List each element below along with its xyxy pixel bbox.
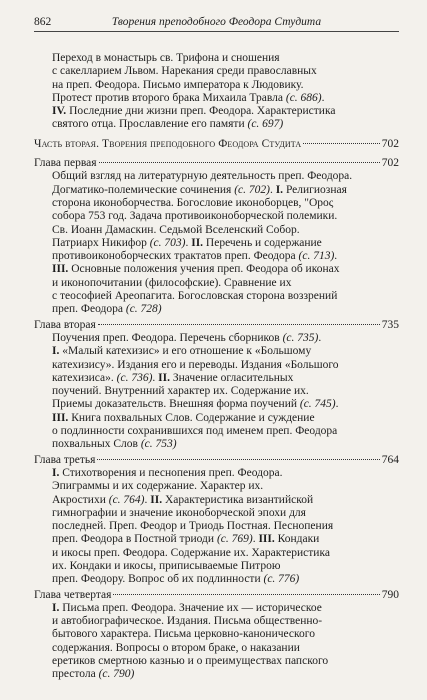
page-header	[34, 14, 399, 32]
chapter-page: 702	[381, 157, 399, 170]
toc-text-line: поучений. Внутренний характер их. Содержание их.	[52, 385, 309, 398]
toc-text-line: Св. Иоанн Дамаскин. Седьмой Вселенский Собор.	[52, 223, 300, 236]
chapter-label: Глава четвертая	[34, 588, 112, 601]
toc-text-line: престола (с. 790)	[52, 668, 135, 681]
chapter-description	[34, 170, 399, 316]
toc-text-line: Поучения преп. Феодора. Перечень сборников (с. 735).	[52, 331, 322, 344]
toc-text-line: сторона иконоборчества. Богословие иконоборцев, "Ороς	[52, 196, 334, 209]
toc-text-line: содержания. Вопросы о втором браке, о наказании	[52, 641, 300, 654]
toc-text-line: и икосы преп. Феодора. Содержание их. Характеристика	[52, 546, 330, 559]
toc-text-line: Общий взгляд на литературную деятельность преп. Феодора.	[52, 170, 353, 183]
toc-text-line: преп. Феодору. Вопрос об их подлинности (с. 776)	[52, 573, 300, 586]
part-two-label: Часть вторая. Творения преподобного Феодора Студита	[34, 137, 302, 150]
part-two-line	[34, 138, 399, 151]
toc-content	[34, 52, 399, 682]
toc-text-line: еретиков смертною казнью и о преимуществах папского	[52, 655, 329, 668]
dot-leader	[99, 162, 380, 163]
toc-text-line: преп. Феодора (с. 728)	[52, 303, 162, 316]
chapter-description	[34, 332, 399, 452]
toc-text-line: и автобиографическое. Издания. Письма общественно-	[52, 615, 323, 628]
toc-text-line: о подлинности сохранившихся под именем преп. Феодора	[52, 425, 338, 438]
chapter-page: 764	[381, 453, 399, 466]
toc-text-line: на преп. Феодора. Письмо императора к Людовику.	[52, 78, 304, 91]
toc-text-line: собора 753 год. Задача противоиконоборческой полемики.	[52, 210, 338, 223]
dot-leader	[303, 143, 379, 144]
dot-leader	[113, 594, 379, 595]
part-two-page: 702	[381, 137, 399, 150]
intro-entry	[34, 52, 399, 132]
toc-text-line: Протест против второго брака Михаила Травла (с. 686).	[52, 91, 325, 104]
chapter-page: 790	[381, 588, 399, 601]
running-title: Творения преподобного Феодора Студита	[111, 16, 322, 28]
toc-text-line: гимнографии и значение иконоборческой эпохи для	[52, 506, 306, 519]
chapter-heading	[34, 589, 399, 602]
toc-text-line: их. Кондаки и икосы, приписываемые Питрою	[52, 559, 281, 572]
toc-text-line: IV. Последние дни жизни преп. Феодора. Характеристика	[52, 105, 336, 118]
toc-text-line: бытового характера. Письма церковно-канонического	[52, 628, 315, 641]
toc-text-line: Приемы доказательств. Внешняя форма поучений (с. 745).	[52, 398, 339, 411]
chapter-description	[34, 467, 399, 587]
chapters-list	[34, 157, 399, 682]
chapter-heading	[34, 319, 399, 332]
chapter-label: Глава первая	[34, 157, 97, 170]
chapter-heading	[34, 157, 399, 170]
chapter-label: Глава третья	[34, 453, 96, 466]
toc-text-line: с теософией Ареопагита. Богословская сторона воззрений	[52, 290, 338, 303]
page-number: 862	[34, 16, 52, 28]
toc-text-line: катехизису». Издания его и переводы. Издания «Большого	[52, 358, 339, 371]
toc-text-line: Патриарх Никифор (с. 703). II. Перечень и содержание	[52, 236, 322, 249]
chapter-description	[34, 602, 399, 682]
toc-text-line: III. Основные положения учения преп. Феодора об иконах	[52, 263, 340, 276]
toc-text-line: Эпиграммы и их содержание. Характер их.	[52, 480, 264, 493]
chapter-label: Глава вторая	[34, 318, 96, 331]
toc-text-line: похвальных Слов (с. 753)	[52, 438, 177, 451]
toc-text-line: Переход в монастырь св. Трифона и сношения	[52, 52, 280, 64]
toc-text-line: с сакелларием Львом. Нарекания среди православных	[52, 65, 317, 78]
toc-text-line: I. «Малый катехизис» и его отношение к «Большому	[52, 345, 312, 358]
toc-text-line: святого отца. Прославление его памяти (с. 697)	[52, 118, 284, 131]
toc-text-line: преп. Феодора в Постной триоди (с. 769). III. Кондаки	[52, 533, 320, 546]
toc-text-line: Акростихи (с. 764). II. Характеристика византийской	[52, 493, 314, 506]
chapter-page: 735	[381, 318, 399, 331]
toc-text-line: I. Письма преп. Феодора. Значение их — историческое	[52, 601, 322, 614]
chapter-heading	[34, 454, 399, 467]
dot-leader	[98, 324, 380, 325]
toc-text-line: противоиконоборческих трактатов преп. Феодора (с. 713).	[52, 250, 338, 263]
dot-leader	[97, 459, 379, 460]
toc-text-line: I. Стихотворения и песнопения преп. Феодора.	[52, 466, 283, 479]
toc-text-line: Догматико-полемические сочинения (с. 702). I. Религиозная	[52, 183, 347, 196]
toc-text-line: III. Книга похвальных Слов. Содержание и суждение	[52, 411, 315, 424]
toc-text-line: катехизиса». (с. 736). II. Значение огласительных	[52, 371, 294, 384]
toc-text-line: последней. Преп. Феодор и Триодь Постная. Песнопения	[52, 520, 334, 533]
toc-text-line: и иконопочитании (философские). Сравнение их	[52, 276, 292, 289]
